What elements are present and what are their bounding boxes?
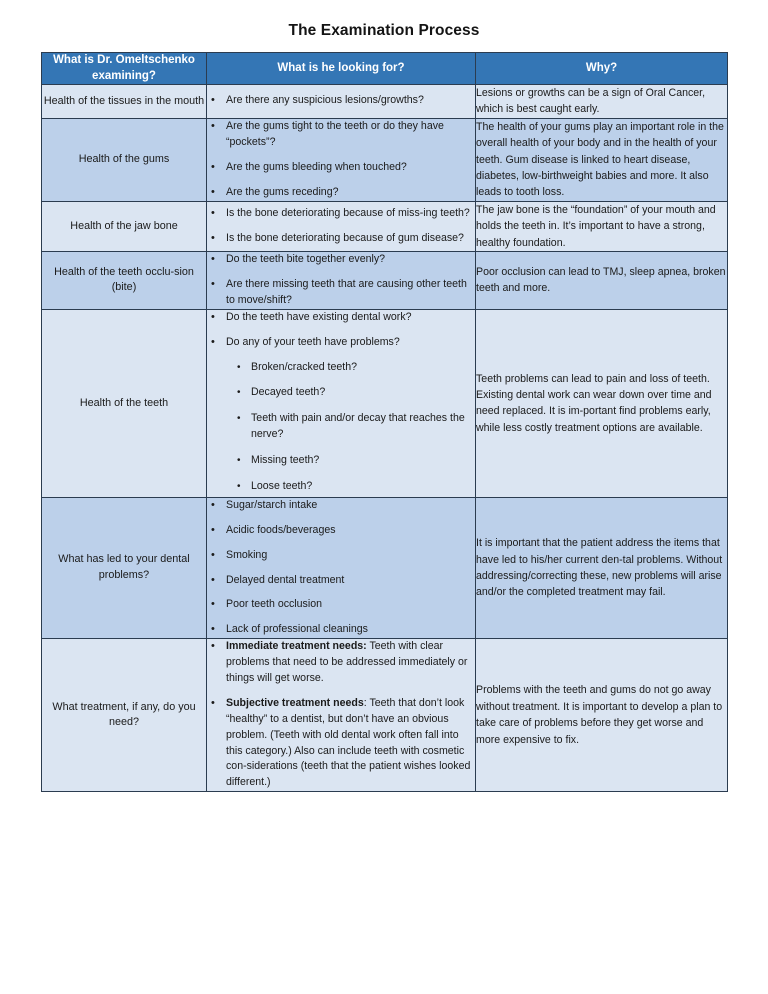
- list-item: • Smoking: [207, 548, 475, 564]
- cell-looking-for: [207, 639, 476, 792]
- looking-for-sublist: [231, 360, 475, 495]
- cell-why: [476, 118, 728, 201]
- cell-what-examining: [42, 85, 207, 119]
- why-text: Poor occlusion can lead to TMJ, sleep apnea, broken teeth and more.: [476, 266, 726, 295]
- what-examining-text: Health of the teeth: [79, 396, 169, 409]
- cell-why: [476, 201, 728, 251]
- examination-table-wrapper: [41, 52, 727, 792]
- why-text: Teeth problems can lead to pain and loss of teeth. Existing dental work can wear down over time and need replaced. It is im-portant find problems early, while less costly treatment options are available.: [476, 372, 712, 434]
- cell-what-examining: [42, 497, 207, 638]
- cell-what-examining: [42, 118, 207, 201]
- list-item: • Is the bone deteriorating because of miss-ing teeth?: [207, 206, 475, 222]
- list-item: • Delayed dental treatment: [207, 573, 475, 589]
- why-text: It is important that the patient address the items that have led to his/her current den-tal problems. Without addressing/correcting these, new problems will arise and/or the completed treatment may fail.: [476, 537, 723, 599]
- list-item-text: : Teeth that don’t look “healthy” to a dentist, but don’t have an obvious problem. (Teeth with old dental work often fall into this category.) Also can include teeth with cosmetic con-siderations (teeth that the patient wishes looked different.): [226, 696, 471, 789]
- list-item: • Are there missing teeth that are causing other teeth to move/shift?: [207, 277, 475, 309]
- list-item-text: Teeth with clear problems that need to be addressed immediately or things will get worse.: [226, 640, 468, 685]
- cell-why: [476, 497, 728, 638]
- cell-why: [476, 252, 728, 310]
- table-row: [42, 639, 728, 792]
- cell-what-examining: [42, 201, 207, 251]
- list-item-lead: Subjective treatment needs: [226, 696, 364, 709]
- cell-what-examining: [42, 639, 207, 792]
- looking-for-list: [207, 498, 475, 638]
- list-item: [207, 696, 475, 791]
- what-examining-text: What has led to your dental problems?: [58, 553, 190, 582]
- header-row: [42, 53, 728, 85]
- column-header-what-looking-for: What is he looking for?: [207, 53, 476, 85]
- cell-looking-for: [207, 118, 476, 201]
- what-examining-text: Health of the tissues in the mouth: [43, 94, 205, 107]
- table-row: [42, 309, 728, 497]
- cell-looking-for: [207, 309, 476, 497]
- list-item-lead: Immediate treatment needs:: [226, 640, 367, 653]
- list-item: • Are the gums tight to the teeth or do they have “pockets”?: [207, 119, 475, 151]
- cell-looking-for: [207, 201, 476, 251]
- what-examining-text: Health of the jaw bone: [70, 219, 178, 232]
- why-text: Lesions or growths can be a sign of Oral Cancer, which is best caught early.: [476, 87, 706, 116]
- table-row: [42, 252, 728, 310]
- cell-why: [476, 639, 728, 792]
- why-text: The health of your gums play an important role in the overall health of your body and in the health of your teeth. Gum disease is linked to heart disease, diabetes, low-birthweight babies and more. It also leads to tooth loss.: [476, 120, 724, 199]
- page-title: The Examination Process: [288, 22, 480, 39]
- what-examining-text: Health of the teeth occlu-sion (bite): [54, 265, 194, 294]
- list-item: • Is the bone deteriorating because of gum disease?: [207, 231, 475, 247]
- column-header-why: Why?: [476, 53, 728, 85]
- sub-list-item: • Loose teeth?: [231, 479, 475, 495]
- list-item: • Do the teeth bite together evenly?: [207, 252, 475, 268]
- column-header-what-examining: What is Dr. Omeltschenko examining?: [42, 53, 207, 85]
- looking-for-list: [207, 639, 475, 791]
- sub-list-item: • Broken/cracked teeth?: [231, 360, 475, 376]
- sub-list-item: • Decayed teeth?: [231, 385, 475, 401]
- list-item: • Are the gums bleeding when touched?: [207, 160, 475, 176]
- list-item: • Acidic foods/beverages: [207, 523, 475, 539]
- list-item: • Do the teeth have existing dental work?: [207, 310, 475, 326]
- examination-process-table: [41, 52, 728, 792]
- looking-for-list: [207, 206, 475, 247]
- looking-for-list: [207, 93, 475, 109]
- table-row: [42, 118, 728, 201]
- table-row: [42, 497, 728, 638]
- table-header: [42, 53, 728, 85]
- cell-what-examining: [42, 252, 207, 310]
- cell-why: [476, 85, 728, 119]
- sub-list-item: • Missing teeth?: [231, 453, 475, 469]
- table-row: [42, 201, 728, 251]
- why-text: The jaw bone is the “foundation” of your mouth and holds the teeth in. It’s important to have a strong, healthy foundation.: [476, 203, 716, 249]
- looking-for-list: [207, 119, 475, 201]
- cell-looking-for: [207, 497, 476, 638]
- list-item: • Are there any suspicious lesions/growths?: [207, 93, 475, 109]
- list-item: • Are the gums receding?: [207, 185, 475, 201]
- table-body: [42, 85, 728, 792]
- list-item: • Sugar/starch intake: [207, 498, 475, 514]
- list-item: • Lack of professional cleanings: [207, 622, 475, 638]
- sub-list-item: • Teeth with pain and/or decay that reaches the nerve?: [231, 411, 475, 443]
- cell-looking-for: [207, 85, 476, 119]
- looking-for-list: [207, 252, 475, 309]
- cell-looking-for: [207, 252, 476, 310]
- cell-why: [476, 309, 728, 497]
- what-examining-text: Health of the gums: [78, 153, 170, 166]
- list-item: [207, 639, 475, 687]
- cell-what-examining: [42, 309, 207, 497]
- list-item: • Poor teeth occlusion: [207, 597, 475, 613]
- list-item: • Do any of your teeth have problems?: [207, 335, 475, 351]
- why-text: Problems with the teeth and gums do not go away without treatment. It is important to develop a plan to take care of problems before they get worse and more expensive to fix.: [476, 684, 723, 746]
- table-row: [42, 85, 728, 119]
- sub-list-wrapper: [207, 360, 475, 495]
- looking-for-list: [207, 310, 475, 495]
- what-examining-text: What treatment, if any, do you need?: [52, 700, 196, 729]
